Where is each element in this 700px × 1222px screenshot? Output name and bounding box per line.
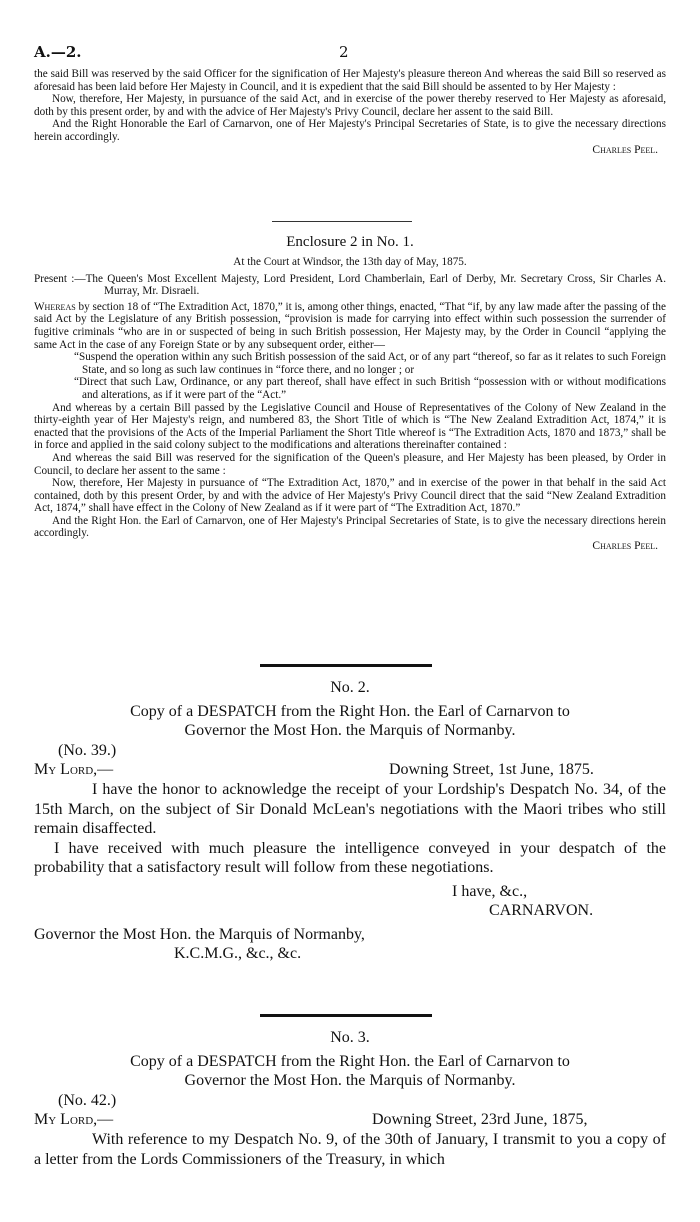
- despatch-title-line1: Copy of a DESPATCH from the Right Hon. the Earl of Carnarvon to: [130, 702, 570, 720]
- quote: “Direct that such Law, Ordinance, or any part thereof, shall have effect in such British “possession with or without modifications and alterations, as if it were part of the “Act.”: [74, 376, 666, 401]
- despatch-ref: (No. 39.): [58, 741, 117, 759]
- signer: CARNARVON.: [489, 902, 594, 919]
- signature: Charles Peel.: [592, 143, 658, 156]
- addressee-line2: K.C.M.G., &c., &c.: [174, 945, 302, 962]
- paragraph: With reference to my Despatch No. 9, of the 30th of January, I transmit to you a copy of a letter from the Lords Commissioners of the Treasury, in which: [34, 1131, 666, 1168]
- paragraph: Now, therefore, Her Majesty, in pursuance of the said Act, and in exercise of the power thereby reserved to Her Majesty as aforesaid, doth by this present order, by and with the advice of Her Majesty's Privy Council, declare her assent to the said Bill.: [34, 93, 666, 118]
- paragraph: And whereas by a certain Bill passed by the Legislative Council and House of Representatives of the Colony of New Zealand in the thirty-eighth year of Her Majesty's reign, and numbered 83, the Short Title of which is “The New Zealand Extradition Act, 1874,” it is enacted that the provisions of the Acts of the Imperial Parliament the Short Title whereof is “The Extradition Acts, 1870 and 1873,” shall be in force and applied in the said colony subject to the modifications and alterations thereinafter contained :: [34, 401, 666, 452]
- present-line: Present :—The Queen's Most Excellent Majesty, Lord President, Lord Chamberlain, Earl of Derby, Mr. Secretary Cross, Sir Charles A. Murray, Mr. Disraeli.: [34, 272, 666, 298]
- page-header: [34, 43, 666, 63]
- salutation-row: [34, 760, 666, 780]
- divider: [260, 1014, 432, 1017]
- closing: I have, &c.,: [452, 882, 528, 900]
- despatch-no3: [34, 1028, 666, 1169]
- page-number: 2: [339, 43, 349, 61]
- paragraph: I have the honor to acknowledge the receipt of your Lordship's Despatch No. 34, of the 15th March, on the subject of Sir Donald McLean's negotiations with the Maori tribes who still remain disaffected.: [34, 781, 666, 837]
- page-code: A.—2.: [34, 43, 82, 61]
- paragraph: And whereas the said Bill was reserved for the signification of the Queen's pleasure, and Her Majesty has been pleased, by Order in Council, to declare her assent to the same :: [34, 451, 666, 477]
- salutation: My Lord,—: [34, 1111, 114, 1128]
- paragraph: the said Bill was reserved by the said Officer for the signification of Her Majesty's pleasure thereon And whereas the said Bill so reserved as aforesaid has been laid before Her Majesty in Council, and it is expedient that the said Bill should be assented to by Her Majesty :: [34, 68, 666, 93]
- divider: [260, 664, 432, 667]
- top-section: [34, 68, 666, 156]
- quote: “Suspend the operation within any such British possession of the said Act, or of any part “thereof, so far as it relates to such Foreign State, and so long as such law continues in “force there, and no longer ; or: [74, 351, 666, 376]
- despatch-number: No. 3.: [330, 1029, 370, 1046]
- despatch-no2: [34, 678, 666, 964]
- court-line: At the Court at Windsor, the 13th day of May, 1875.: [233, 256, 467, 268]
- despatch-title-line2: Governor the Most Hon. the Marquis of Normanby.: [184, 722, 516, 739]
- enclosure-section: [34, 232, 666, 553]
- despatch-title-line2: Governor the Most Hon. the Marquis of Normanby.: [184, 1072, 516, 1089]
- enclosure-title: Enclosure 2 in No. 1.: [286, 234, 414, 250]
- divider: [272, 221, 412, 222]
- salutation-row: [34, 1110, 666, 1130]
- paragraph: Now, therefore, Her Majesty in pursuance of “The Extradition Act, 1870,” and in exercise of the power in that behalf in the said Act contained, doth by this present Order, by and with the advice of Her Majesty's Privy Council direct that the said “New Zealand Extradition Act, 1874,” shall have effect in the Colony of New Zealand as if it were part of “The Extradition Act, 1870.”: [34, 477, 666, 515]
- despatch-number: No. 2.: [330, 679, 370, 696]
- paragraph: I have received with much pleasure the intelligence conveyed in your despatch of the probability that a satisfactory result will follow from these negotiations.: [34, 839, 666, 876]
- paragraph: And the Right Honorable the Earl of Carnarvon, one of Her Majesty's Principal Secretaries of State, is to give the necessary directions herein accordingly.: [34, 118, 666, 143]
- paragraph: And the Right Hon. the Earl of Carnarvon, one of Her Majesty's Principal Secretaries of State, is to give the necessary directions herein accordingly.: [34, 514, 666, 540]
- addressee-line1: Governor the Most Hon. the Marquis of Normanby,: [34, 925, 365, 943]
- despatch-ref: (No. 42.): [58, 1091, 117, 1109]
- place-date: Downing Street, 23rd June, 1875,: [372, 1111, 588, 1128]
- despatch-title-line1: Copy of a DESPATCH from the Right Hon. the Earl of Carnarvon to: [130, 1052, 570, 1070]
- whereas-lead: Whereas: [34, 300, 76, 313]
- salutation: My Lord,—: [34, 761, 114, 778]
- place-date: Downing Street, 1st June, 1875.: [389, 761, 594, 778]
- whereas-text: by section 18 of “The Extradition Act, 1870,” it is, among other things, enacted, “That “if, by any law made after the passing of the said Act by the Legislature of any British possession, “provision is made for carrying into effect within such possession the surrender of fugitive criminals “who are in or suspected of being in such British possession, Her Majesty may, by the Order in Council “applying the same Act in the case of any Foreign State or by any subsequent order, either—: [34, 300, 666, 351]
- signature: Charles Peel.: [592, 540, 658, 553]
